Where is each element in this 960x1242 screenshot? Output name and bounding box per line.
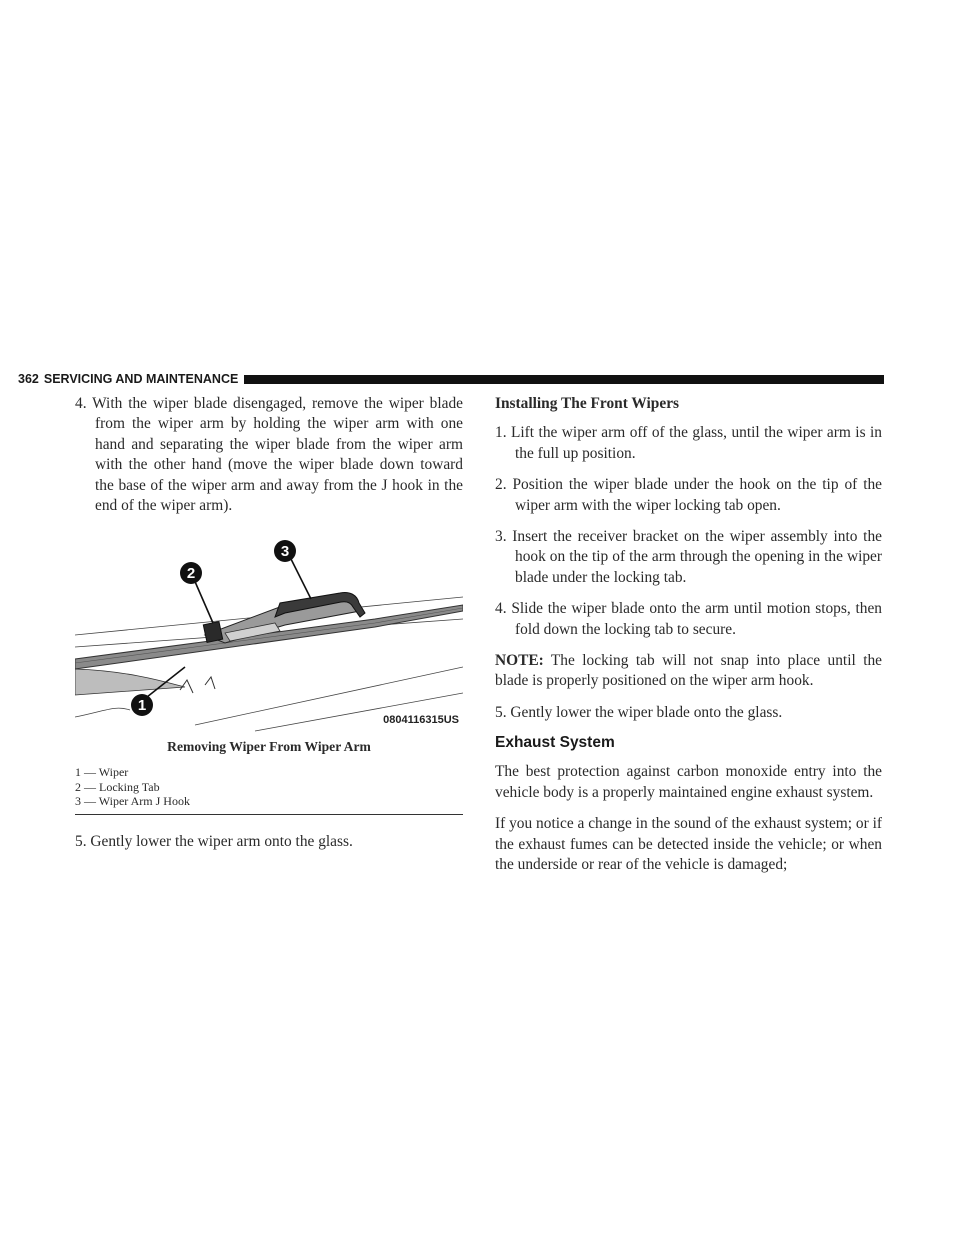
- install-step-5: 5. Gently lower the wiper blade onto the glass.: [495, 703, 783, 721]
- figure-caption: Removing Wiper From Wiper Arm: [167, 739, 371, 754]
- left-step-5: 5. Gently lower the wiper arm onto the glass.: [75, 833, 353, 850]
- left-after-figure: [75, 832, 463, 863]
- wiper-figure: [75, 535, 463, 735]
- section-title: SERVICING AND MAINTENANCE: [43, 372, 239, 386]
- wiper-illustration: [75, 535, 463, 735]
- right-column: [495, 394, 882, 886]
- exhaust-paragraph-1: The best protection against carbon monoxide entry into the vehicle body is a properly maintained engine exhaust system.: [495, 763, 882, 801]
- legend-item: 3 — Wiper Arm J Hook: [75, 794, 190, 808]
- figure-code: 0804116315US: [383, 714, 459, 726]
- exhaust-heading: Exhaust System: [495, 734, 615, 752]
- install-step-2: 2. Position the wiper blade under the hook on the tip of the wiper arm with the wiper locking tab open.: [495, 476, 882, 514]
- note-label: NOTE:: [495, 652, 544, 670]
- figure-legend: [75, 765, 463, 809]
- install-step-3: 3. Insert the receiver bracket on the wiper assembly into the hook on the tip of the arm through the opening in the wiper blade under the locking tab.: [495, 528, 882, 586]
- note: [495, 651, 882, 692]
- page-header: [18, 372, 884, 386]
- left-step-4: 4. With the wiper blade disengaged, remove the wiper blade from the wiper arm by holding the wiper arm with one hand and separating the wiper blade from the wiper arm with the other hand (move the wiper blade down toward the base of the wiper arm and away from the J hook in the end of the wiper arm).: [75, 395, 463, 515]
- callout-2: 2: [186, 565, 196, 582]
- note-text: The locking tab will not snap into place until the blade is properly positioned on the wiper arm hook.: [495, 652, 882, 690]
- header-rule: [244, 375, 884, 384]
- installing-heading: Installing The Front Wipers: [495, 395, 680, 412]
- install-step-1: 1. Lift the wiper arm off of the glass, until the wiper arm is in the full up position.: [495, 424, 882, 462]
- install-step-4: 4. Slide the wiper blade onto the arm until motion stops, then fold down the locking tab to secure.: [495, 600, 882, 638]
- legend-rule: [75, 814, 463, 815]
- callout-3: 3: [280, 543, 290, 560]
- legend-item: 1 — Wiper: [75, 765, 129, 779]
- page-number: 362: [18, 372, 39, 386]
- legend-item: 2 — Locking Tab: [75, 779, 160, 794]
- left-column: [75, 394, 463, 527]
- exhaust-paragraph-2: If you notice a change in the sound of the exhaust system; or if the exhaust fumes can be detected inside the vehicle; or when the underside or rear of the vehicle is damaged;: [495, 815, 882, 873]
- callout-1: 1: [137, 697, 147, 714]
